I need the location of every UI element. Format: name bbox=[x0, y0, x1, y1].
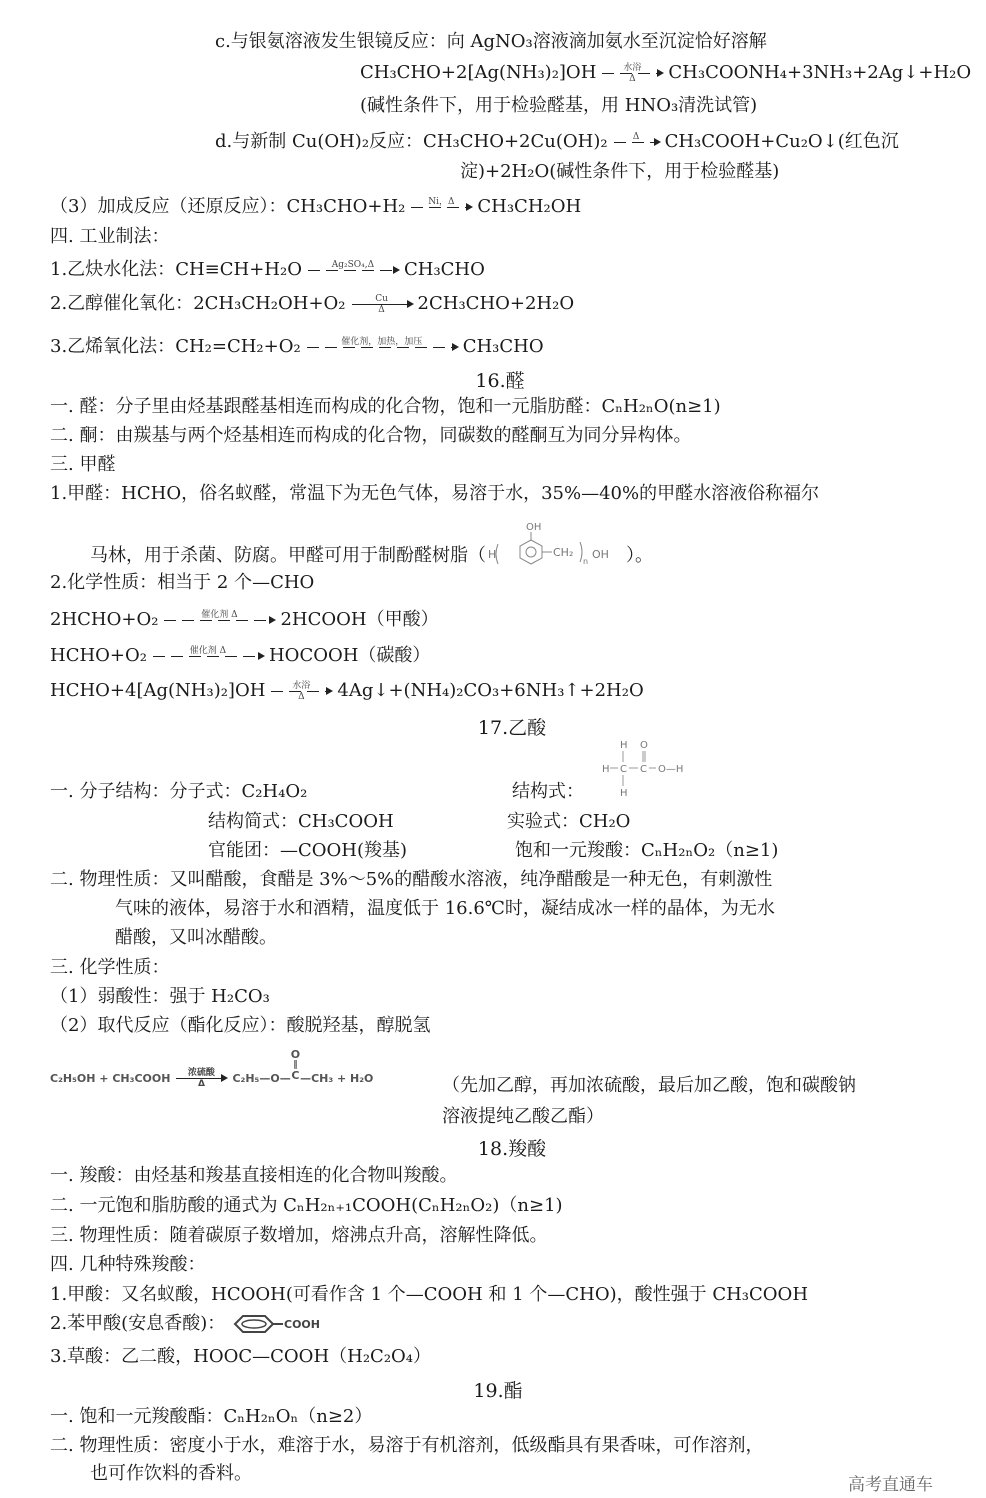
c-silver-mirror-title: c.与银氨溶液发生银镜反应：向 AgNO₃溶液滴加氨水至沉淀恰好溶解 bbox=[215, 31, 767, 52]
ketone-definition: 二. 酮：由羰基与两个烃基相连而构成的化合物，同碳数的醛酮互为同分异构体。 bbox=[50, 425, 692, 446]
ch2-label: CH₂ bbox=[553, 546, 574, 559]
text: 马林，用于杀菌、防腐。甲醛可用于制酚醛树脂（ bbox=[90, 545, 486, 566]
reaction-arrow-icon bbox=[614, 132, 659, 153]
arrow-condition: 浓硫酸 bbox=[187, 1067, 215, 1078]
d-title: d.与新制 Cu(OH)₂反应： bbox=[215, 131, 424, 152]
eq-lhs: CH≡CH+H₂O bbox=[175, 259, 302, 280]
c-note: (碱性条件下，用于检验醛基，用 HNO₃清洗试管) bbox=[360, 95, 758, 116]
h-label: H bbox=[620, 740, 628, 751]
empirical-formula: 实验式：CH₂O bbox=[507, 811, 631, 832]
reaction-arrow-icon bbox=[153, 646, 263, 667]
esterification-note-2: 溶液提纯乙酸乙酯） bbox=[442, 1106, 604, 1127]
eq-rhs: CH₃CHO bbox=[462, 336, 544, 357]
addition-label: （3）加成反应（还原反应）： bbox=[50, 196, 287, 217]
formaldehyde-eq-1 bbox=[50, 608, 439, 632]
text: 2.苯甲酸(安息香酸)： bbox=[50, 1313, 226, 1334]
acetic-acid-structure bbox=[598, 736, 698, 800]
eq-rhs: CH₃COOH+Cu₂O↓(红色沉 bbox=[664, 131, 899, 152]
formaldehyde-line-2 bbox=[90, 522, 653, 574]
d-continuation: 淀)+2H₂O(碱性条件下，用于检验醛基) bbox=[460, 161, 780, 182]
formaldehyde-heading: 三. 甲醛 bbox=[50, 454, 116, 475]
method-acetylene bbox=[50, 258, 485, 282]
method-ethylene-oxidation bbox=[50, 335, 544, 359]
arrow-condition: Δ bbox=[197, 1078, 205, 1089]
reaction-arrow-icon bbox=[352, 294, 412, 315]
formaldehyde-eq-2 bbox=[50, 644, 430, 668]
c-label: C bbox=[640, 764, 647, 775]
esterification: （2）取代反应（酯化反应）：酸脱羟基，醇脱氢 bbox=[50, 1015, 431, 1036]
n-label: n bbox=[583, 557, 589, 566]
arrow-condition: Cu bbox=[375, 293, 388, 304]
arrow-condition: Δ bbox=[632, 131, 640, 142]
physical-properties-2: 气味的液体，易溶于水和酒精，温度低于 16.6℃时，凝结成冰一样的晶体，为无水 bbox=[115, 898, 775, 919]
section-title-17: 17.乙酸 bbox=[477, 717, 547, 739]
section-title-19: 19.酯 bbox=[473, 1380, 523, 1402]
arrow-condition: Δ bbox=[629, 73, 636, 84]
eq-rhs: 2CH₃CHO+2H₂O bbox=[417, 293, 575, 314]
eq-rhs: —CH₃ + H₂O bbox=[300, 1071, 374, 1085]
general-formula: 二. 一元饱和脂肪酸的通式为 CₙH₂ₙ₊₁COOH(CₙH₂ₙO₂)（n≥1) bbox=[50, 1195, 563, 1216]
eq-rhs: CH₃COONH₄+3NH₃+2Ag↓+H₂O bbox=[668, 62, 972, 83]
reaction-arrow-icon bbox=[271, 681, 331, 702]
structural-formula-label: 结构式： bbox=[512, 781, 584, 802]
eq-rhs: CH₃CHO bbox=[403, 259, 485, 280]
eq-lhs: CH₃CHO+2[Ag(NH₃)₂]OH bbox=[360, 62, 597, 83]
eq-rhs: C₂H₅—O— bbox=[232, 1071, 291, 1085]
section-title-18: 18.羧酸 bbox=[477, 1138, 547, 1160]
eq-rhs: CH₃CH₂OH bbox=[477, 196, 582, 217]
arrow-condition: Δ bbox=[378, 304, 385, 315]
h-label: H bbox=[620, 788, 628, 799]
chemical-properties: 2.化学性质：相当于 2 个—CHO bbox=[50, 572, 315, 593]
eq-rhs: HOCOOH（碳酸） bbox=[268, 645, 431, 666]
oh-label: OH bbox=[592, 548, 609, 561]
method-label: 3.乙烯氧化法： bbox=[50, 336, 176, 357]
reaction-arrow-icon bbox=[164, 610, 274, 631]
physical-properties: 三. 物理性质：随着碳原子数增加，熔沸点升高，溶解性降低。 bbox=[50, 1225, 548, 1246]
eq-lhs: HCHO+O₂ bbox=[50, 645, 147, 666]
oh-label: O—H bbox=[658, 764, 684, 775]
formaldehyde-eq-3 bbox=[50, 679, 644, 703]
h-label: H bbox=[602, 764, 610, 775]
o-label: O bbox=[290, 1048, 301, 1061]
general-formula: 饱和一元羧酸：CₙH₂ₙO₂（n≥1) bbox=[515, 840, 779, 861]
special-acids-heading: 四. 几种特殊羧酸： bbox=[50, 1254, 206, 1275]
carboxylic-acid-definition: 一. 羧酸：由烃基和羧基直接相连的化合物叫羧酸。 bbox=[50, 1165, 458, 1186]
reaction-arrow-icon bbox=[602, 63, 662, 84]
reaction-arrow-icon bbox=[308, 260, 398, 281]
physical-properties-1: 二. 物理性质：又叫醋酸，食醋是 3%～5%的醋酸水溶液，纯净醋酸是一种无色，有刺激性 bbox=[50, 869, 773, 890]
eq-lhs: C₂H₅OH + CH₃COOH bbox=[50, 1071, 171, 1085]
cooh-label: COOH bbox=[284, 1318, 321, 1331]
arrow-condition: Ag₂SO₄,Δ bbox=[331, 259, 375, 270]
eq-lhs: HCHO+4[Ag(NH₃)₂]OH bbox=[50, 680, 266, 701]
reaction-arrow-icon bbox=[307, 337, 457, 358]
section-title-16: 16.醛 bbox=[475, 370, 525, 392]
ester-physical-properties-1: 二. 物理性质：密度小于水，难溶于水，易溶于有机溶剂，低级酯具有果香味，可作溶剂， bbox=[50, 1435, 764, 1456]
industrial-heading: 四. 工业制法： bbox=[50, 226, 170, 247]
functional-group: 官能团：—COOH(羧基) bbox=[208, 840, 408, 861]
h-label: H bbox=[488, 548, 497, 561]
benzoic-acid bbox=[50, 1312, 325, 1336]
esterification-note-1: （先加乙醇，再加浓硫酸，最后加乙酸，饱和碳酸钠 bbox=[442, 1075, 856, 1096]
ester-physical-properties-2: 也可作饮料的香料。 bbox=[90, 1463, 252, 1484]
ester-formula: 一. 饱和一元羧酸酯：CₙH₂ₙOₙ（n≥2） bbox=[50, 1406, 373, 1427]
watermark: 高考直通车 bbox=[848, 1475, 933, 1495]
arrow-condition: 催化剂 Δ bbox=[201, 609, 238, 620]
eq-lhs: CH₂=CH₂+O₂ bbox=[175, 336, 301, 357]
eq-lhs: 2HCHO+O₂ bbox=[50, 609, 159, 630]
formic-acid: 1.甲酸：又名蚁酸，HCOOH(可看作含 1 个—COOH 和 1 个—CHO)，酸性强于 CH₃COOH bbox=[50, 1284, 809, 1305]
esterification-equation: C₂H₅OH + CH₃COOH 浓硫酸 Δ C₂H₅—O— O ‖ C —CH₃ + H₂O bbox=[50, 1048, 374, 1089]
arrow-condition: 水浴 bbox=[623, 62, 642, 73]
arrow-condition: 催化剂，加热，加压 bbox=[341, 336, 423, 347]
method-label: 2.乙醇催化氧化： bbox=[50, 293, 194, 314]
benzoic-acid-structure bbox=[225, 1312, 325, 1336]
d-cuoh2-equation bbox=[215, 130, 899, 154]
eq-lhs: CH₃CHO+H₂ bbox=[286, 196, 406, 217]
arrow-condition: 水浴 bbox=[292, 680, 311, 691]
molecular-formula: 一. 分子结构：分子式：C₂H₄O₂ bbox=[50, 781, 308, 802]
physical-properties-3: 醋酸，又叫冰醋酸。 bbox=[115, 927, 277, 948]
method-ethanol-oxidation bbox=[50, 292, 574, 316]
structural-simple-formula: 结构简式：CH₃COOH bbox=[208, 811, 394, 832]
eq-lhs: CH₃CHO+2Cu(OH)₂ bbox=[423, 131, 608, 152]
reversible-arrow-icon bbox=[176, 1068, 226, 1089]
oxalic-acid: 3.草酸：乙二酸，HOOC—COOH（H₂C₂O₄） bbox=[50, 1346, 432, 1367]
aldehyde-definition: 一. 醛：分子里由烃基跟醛基相连而构成的化合物，饱和一元脂肪醛：CₙH₂ₙO(n≥1) bbox=[50, 396, 721, 417]
formaldehyde-line-1: 1.甲醛：HCHO，俗名蚁醛，常温下为无色气体，易溶于水，35%—40%的甲醛水溶液俗称福尔 bbox=[50, 483, 820, 504]
method-label: 1.乙炔水化法： bbox=[50, 259, 176, 280]
reaction-arrow-icon bbox=[411, 197, 471, 218]
weak-acidity: （1）弱酸性：强于 H₂CO₃ bbox=[50, 986, 270, 1007]
phenolic-resin-structure bbox=[486, 518, 626, 574]
arrow-condition: 催化剂 Δ bbox=[189, 645, 227, 656]
text: ）。 bbox=[626, 545, 653, 566]
eq-lhs: 2CH₃CH₂OH+O₂ bbox=[193, 293, 346, 314]
o-label: O bbox=[640, 740, 648, 751]
c-label: C bbox=[291, 1069, 300, 1082]
eq-rhs: 4Ag↓+(NH₄)₂CO₃+6NH₃↑+2H₂O bbox=[337, 680, 644, 701]
eq-rhs: 2HCOOH（甲酸） bbox=[280, 609, 439, 630]
arrow-condition: Ni，Δ bbox=[428, 196, 455, 207]
arrow-condition: Δ bbox=[298, 691, 305, 702]
c-silver-mirror-equation bbox=[360, 61, 971, 85]
chemical-properties-heading: 三. 化学性质： bbox=[50, 957, 170, 978]
addition-reaction bbox=[50, 195, 581, 219]
oh-label: OH bbox=[526, 522, 542, 533]
c-label: C bbox=[620, 764, 627, 775]
